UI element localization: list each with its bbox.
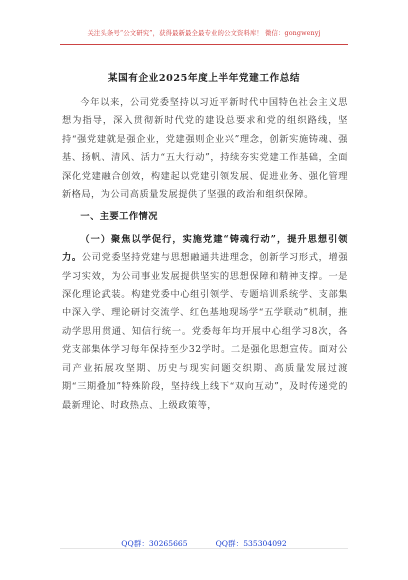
- subsection-paragraph: [62, 231, 348, 415]
- header-divider: [60, 44, 348, 45]
- subsection-lead: （一）聚焦以学促行，实施党建“铸魂行动”，提升思想引领力。: [62, 233, 348, 264]
- intro-paragraph: 今年以来，公司党委坚持以习近平新时代中国特色社会主义思想为指导，深入贯彻新时代党的建设总要求和党的组织路线，坚持“强党建就是强企业，党建强则企业兴”理念，创新实施铸魂、强基、扬帆、清风、活力“五大行动”，持续夯实党建工作基础，全面深化党建融合创效，构建起以党建引领发展、促进业务、强化管理新格局，为公司高质量发展提供了坚强的政治和组织保障。: [62, 97, 348, 201]
- subsection-body: 公司党委坚持党建与思想融通共进理念，创新学习形式，增强学习实效，为公司事业发展提供坚实的思想保障和精神支撑。一是深化理论武装。构建党委中心组引领学、专题培训系统学、支部集中深入学、理论研讨交流学、红色基地现场学“五学联动”机制，推动学思用贯通、知信行统一。党委每年均开展中心组学习8次，各党支部集体学习每年保持至少32学时。二是强化思想宣传。面对公司产业拓展攻坚期、历史与现实问题交织期、高质量发展过渡期“三期叠加”特殊阶段，坚持线上线下“双向互动”，及时传递党的最新理论、时政热点、上级政策等，: [62, 252, 349, 411]
- footer-qq-group-2: QQ群：535304092: [215, 539, 287, 548]
- footer-qq-group-1: QQ群：30265665: [121, 539, 188, 548]
- document-title: 某国有企业2025年度上半年党建工作总结: [107, 73, 301, 84]
- section-heading-main-work: 一、主要工作情况: [80, 211, 158, 223]
- footer-divider: [60, 548, 348, 549]
- document-body: [62, 94, 348, 415]
- header-banner: 关注头条号“公文研究”，获得最新最全最专业的公文资料库！ 微信：gongwenyj: [87, 29, 321, 37]
